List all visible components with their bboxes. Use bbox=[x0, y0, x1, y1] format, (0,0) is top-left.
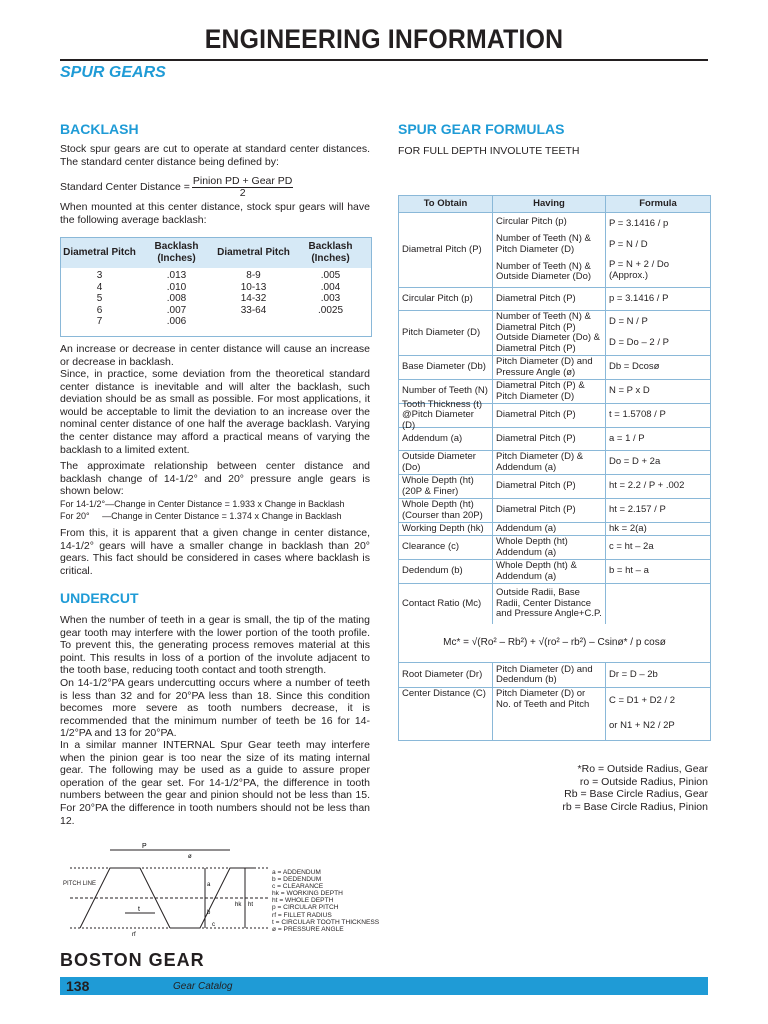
glossary-item: p = CIRCULAR PITCH bbox=[272, 904, 339, 912]
having-cell: Pitch Diameter (D) and Dedendum (b) bbox=[493, 663, 606, 687]
table-cell: .006 bbox=[166, 316, 187, 327]
legend-item: ro = Outside Radius, Pinion bbox=[579, 775, 708, 788]
header-having: Having bbox=[493, 196, 606, 212]
undercut-p1: When the number of teeth in a gear is small, the tip of the mating gear tooth may interfere with the lower portion of the tooth profile. To prevent this, the generating process removes material at this point. This results in loss of a portion of the involute adjacent to the tooth base, reducing tooth contact and tooth strength. bbox=[60, 614, 370, 677]
glossary-item: ø = PRESSURE ANGLE bbox=[272, 925, 344, 933]
formulas-subheading: FOR FULL DEPTH INVOLUTE TEETH bbox=[398, 145, 580, 157]
table-cell: 6 bbox=[96, 304, 103, 316]
gear-tooth-diagram bbox=[70, 838, 270, 938]
formula-cell bbox=[606, 213, 710, 287]
label-phi: ø bbox=[188, 854, 192, 860]
having-cell: Whole Depth (ht) Addendum (a) bbox=[493, 536, 606, 559]
scd-denominator: 2 bbox=[239, 187, 246, 199]
backlash-col-3-header: Diametral Pitch bbox=[217, 247, 290, 258]
page-number: 138 bbox=[66, 978, 90, 994]
formulas-table bbox=[398, 195, 711, 741]
relation-20: For 20° —Change in Center Distance = 1.374 x Change in Backlash bbox=[60, 511, 342, 521]
formula-cell: c = ht – 2a bbox=[609, 541, 654, 553]
having-cell: Pitch Diameter (D) and Pressure Angle (ø) bbox=[493, 356, 606, 379]
formula-line: P = 3.1416 / p bbox=[609, 218, 669, 229]
obtain-cell: Addendum (a) bbox=[399, 428, 493, 450]
formula-cell bbox=[606, 688, 710, 740]
label-hk: hk bbox=[235, 902, 242, 908]
table-cell: .007 bbox=[166, 304, 187, 316]
obtain-cell: Circular Pitch (p) bbox=[399, 288, 493, 310]
label-b: b bbox=[207, 910, 211, 916]
page-title: ENGINEERING INFORMATION bbox=[204, 24, 564, 54]
diagram-glossary bbox=[272, 869, 379, 933]
having-cell: Pitch Diameter (D) & Addendum (a) bbox=[493, 451, 606, 474]
label-c: c bbox=[212, 922, 215, 928]
label-a: a bbox=[207, 882, 211, 888]
having-cell: Diametral Pitch (P) bbox=[493, 404, 606, 427]
table-cell: .008 bbox=[166, 293, 187, 304]
formulas-heading: SPUR GEAR FORMULAS bbox=[398, 121, 565, 137]
formula-legend bbox=[470, 763, 708, 813]
table-cell: 8-9 bbox=[246, 270, 261, 281]
backlash-col-2-header: Backlash (Inches) bbox=[154, 241, 199, 264]
backlash-p4: From this, it is apparent that a given change in center distance, 14-1/2° gears will have a smaller change in backlash than 20° gears. This fact should be considered in cases where backlash is critical. bbox=[60, 527, 370, 577]
formula-cell: Dr = D – 2b bbox=[609, 668, 658, 680]
having-cell: Diametral Pitch (P) & Pitch Diameter (D) bbox=[493, 380, 606, 403]
scd-numerator: Pinion PD + Gear PD bbox=[192, 175, 293, 187]
formula-cell: b = ht – a bbox=[609, 565, 649, 577]
undercut-heading: UNDERCUT bbox=[60, 590, 139, 606]
backlash-col-1 bbox=[61, 238, 138, 328]
table-row bbox=[399, 451, 710, 475]
table-row bbox=[399, 688, 710, 740]
having-line: Outside Diameter (Do) & Diametral Pitch (P) bbox=[496, 332, 601, 354]
backlash-col-4 bbox=[292, 238, 369, 316]
footer-bar bbox=[60, 977, 708, 995]
formula-line: D = Do – 2 / P bbox=[609, 337, 669, 349]
backlash-p2: Since, in practice, some deviation from the theoretical standard center distance is inevitable and will alter the backlash, such deviation should be as small as possible. For most applications, it would be acceptable to limit the deviation to an increase over the nominal center distance of one half the average backlash. Varying the center distance may afford a practical means of varying the backlash to a limited extent. bbox=[60, 368, 370, 456]
having-cell: Diametral Pitch (P) bbox=[493, 475, 606, 498]
contact-ratio-formula: Mc* = √(Ro² – Rb²) + √(ro² – rb²) – Csinø* / p cosø bbox=[443, 636, 666, 648]
obtain-cell: Diametral Pitch (P) bbox=[399, 213, 493, 287]
formula-cell: hk = 2(a) bbox=[609, 522, 647, 534]
formula-line: or N1 + N2 / 2P bbox=[609, 720, 675, 732]
formula-line: D = N / P bbox=[609, 316, 648, 328]
table-cell: .005 bbox=[320, 270, 341, 281]
glossary-item: a = ADDENDUM bbox=[272, 869, 321, 876]
formula-line: P = N / D bbox=[609, 238, 648, 250]
section-title: SPUR GEARS bbox=[60, 64, 166, 81]
table-row bbox=[399, 663, 710, 688]
table-cell: .013 bbox=[166, 270, 187, 281]
obtain-cell: Working Depth (hk) bbox=[399, 523, 493, 535]
backlash-heading: BACKLASH bbox=[60, 121, 139, 137]
table-row bbox=[399, 213, 710, 288]
backlash-col-2-values bbox=[138, 268, 215, 328]
having-cell: Diametral Pitch (P) bbox=[493, 428, 606, 450]
table-row bbox=[399, 398, 710, 431]
backlash-intro: Stock spur gears are cut to operate at standard center distances. The standard center distance being defined by: bbox=[60, 143, 370, 168]
formula-cell bbox=[606, 584, 710, 624]
obtain-cell: Number of Teeth (N) bbox=[399, 380, 493, 403]
obtain-cell: Whole Depth (ht) (Courser than 20P) bbox=[399, 499, 493, 522]
having-cell: Diametral Pitch (P) bbox=[493, 288, 606, 310]
having-cell: Addendum (a) bbox=[493, 523, 606, 535]
label-ht: ht bbox=[248, 902, 254, 908]
formula-cell: Db = Dcosø bbox=[609, 361, 660, 373]
header-to-obtain: To Obtain bbox=[399, 196, 493, 212]
scd-fraction bbox=[192, 176, 294, 199]
table-row bbox=[399, 356, 710, 380]
table-row bbox=[399, 523, 710, 536]
undercut-p2: On 14-1/2°PA gears undercutting occurs where a number of teeth is less than 32 and for 20°PA less than 18. Since this condition becomes more severe as tooth numbers decrease, it is recommended that the minimum number of teeth be 16 for 14-1/2°PA and 13 for 20°PA. bbox=[60, 677, 370, 740]
obtain-cell: Dedendum (b) bbox=[399, 560, 493, 583]
having-cell bbox=[493, 213, 606, 287]
legend-item: *Ro = Outside Radius, Gear bbox=[577, 763, 708, 775]
backlash-col-1-values bbox=[61, 268, 138, 328]
backlash-col-4-header: Backlash (Inches) bbox=[308, 241, 353, 264]
contact-ratio-top bbox=[399, 584, 710, 624]
obtain-cell: Base Diameter (Db) bbox=[399, 356, 493, 379]
having-line: Number of Teeth (N) & Pitch Diameter (D) bbox=[496, 233, 591, 255]
backlash-p3: The approximate relationship between center distance and backlash change of 14-1/2° and 20° pressure angle gears is shown below: bbox=[60, 460, 370, 498]
table-cell: .003 bbox=[320, 293, 341, 304]
undercut-p3: In a similar manner INTERNAL Spur Gear teeth may interfere when the pinion gear is too near the size of its mating internal gear. The following may be used as a guide to assure proper operation of the gear set. For 14-1/2°PA, the difference in tooth numbers between the gear and pinion should not be less than 15. For 20°PA the difference in tooth numbers should not be less than 12. bbox=[60, 739, 370, 827]
pitch-line-label: PITCH LINE bbox=[62, 881, 96, 887]
table-cell: 33-64 bbox=[240, 304, 267, 316]
having-line: Circular Pitch (p) bbox=[496, 216, 567, 228]
catalog-label: Gear Catalog bbox=[173, 981, 233, 992]
obtain-cell: Pitch Diameter (D) bbox=[399, 311, 493, 355]
formula-cell: ht = 2.2 / P + .002 bbox=[609, 480, 685, 492]
table-row bbox=[399, 475, 710, 499]
table-row bbox=[399, 560, 710, 584]
glossary-item: b = DEDENDUM bbox=[272, 876, 322, 884]
having-cell: Pitch Diameter (D) or No. of Teeth and Pitch bbox=[493, 688, 606, 740]
having-cell bbox=[493, 311, 606, 355]
table-cell: .0025 bbox=[317, 304, 344, 316]
formulas-header-row bbox=[399, 196, 710, 213]
table-cell: .010 bbox=[166, 281, 187, 293]
having-cell: Outside Radii, Base Radii, Center Distance and Pressure Angle+C.P. bbox=[493, 584, 606, 624]
table-cell: 10-13 bbox=[240, 281, 267, 293]
formula-cell bbox=[606, 311, 710, 355]
having-line: Number of Teeth (N) & Diametral Pitch (P) bbox=[496, 311, 591, 333]
glossary-item: ht = WHOLE DEPTH bbox=[272, 897, 334, 905]
having-cell: Diametral Pitch (P) bbox=[493, 499, 606, 522]
legend-item: rb = Base Circle Radius, Pinion bbox=[562, 800, 708, 813]
glossary-item: t = CIRCULAR TOOTH THICKNESS bbox=[272, 918, 380, 926]
table-row bbox=[399, 584, 710, 663]
obtain-cell: Outside Diameter (Do) bbox=[399, 451, 493, 474]
formula-cell: t = 1.5708 / P bbox=[609, 409, 666, 421]
obtain-cell: Whole Depth (ht) (20P & Finer) bbox=[399, 475, 493, 498]
table-row bbox=[399, 428, 710, 451]
formula-line: P = N + 2 / Do (Approx.) bbox=[609, 259, 670, 281]
glossary-item: hk = WORKING DEPTH bbox=[272, 890, 343, 898]
formula-cell: N = P x D bbox=[609, 385, 650, 397]
brand-logo: BOSTON GEAR bbox=[60, 950, 205, 970]
formula-cell: a = 1 / P bbox=[609, 432, 645, 444]
backlash-relations bbox=[60, 498, 370, 522]
legend-item: Rb = Base Circle Radius, Gear bbox=[564, 788, 708, 800]
label-rf: rf bbox=[132, 932, 136, 938]
glossary-item: rf = FILLET RADIUS bbox=[272, 911, 332, 919]
formula-line: C = D1 + D2 / 2 bbox=[609, 695, 676, 707]
formula-cell: p = 3.1416 / P bbox=[609, 292, 669, 304]
glossary-item: c = CLEARANCE bbox=[272, 883, 324, 891]
backlash-col-2 bbox=[138, 238, 215, 328]
formula-cell: ht = 2.157 / P bbox=[609, 504, 666, 516]
formula-cell: Do = D + 2a bbox=[609, 456, 661, 468]
table-cell: 7 bbox=[96, 316, 103, 327]
label-t: t bbox=[138, 906, 140, 913]
backlash-after: When mounted at this center distance, stock spur gears will have the following average backlash: bbox=[60, 201, 370, 226]
backlash-p1: An increase or decrease in center distance will cause an increase or decrease in backlash. bbox=[60, 343, 370, 368]
backlash-col-4-values bbox=[292, 268, 369, 316]
table-row bbox=[399, 288, 710, 311]
obtain-cell: Center Distance (C) bbox=[399, 688, 493, 740]
relation-14-5: For 14-1/2°—Change in Center Distance = 1.933 x Change in Backlash bbox=[60, 499, 345, 509]
label-p: P bbox=[142, 843, 147, 850]
obtain-cell: Tooth Thickness (t) @Pitch Diameter (D) bbox=[399, 404, 493, 427]
table-row bbox=[399, 536, 710, 560]
backlash-table bbox=[60, 237, 372, 337]
obtain-cell: Contact Ratio (Mc) bbox=[399, 584, 493, 624]
obtain-cell: Clearance (c) bbox=[399, 536, 493, 559]
having-cell: Whole Depth (ht) & Addendum (a) bbox=[493, 560, 606, 583]
obtain-cell: Root Diameter (Dr) bbox=[399, 663, 493, 687]
table-row bbox=[399, 499, 710, 523]
table-row bbox=[399, 311, 710, 356]
table-cell: 4 bbox=[96, 281, 103, 293]
having-line: Number of Teeth (N) & Outside Diameter (Do) bbox=[496, 260, 592, 283]
backlash-col-3 bbox=[215, 238, 292, 316]
header-formula: Formula bbox=[639, 197, 677, 209]
backlash-col-3-values bbox=[215, 268, 292, 316]
table-cell: 3 bbox=[96, 270, 103, 281]
title-rule bbox=[60, 59, 708, 61]
backlash-col-1-header: Diametral Pitch bbox=[63, 247, 136, 258]
scd-formula bbox=[60, 176, 370, 199]
table-cell: .004 bbox=[320, 281, 341, 293]
table-cell: 14-32 bbox=[240, 293, 267, 304]
table-cell: 5 bbox=[96, 293, 103, 304]
scd-label: Standard Center Distance = bbox=[60, 181, 190, 194]
